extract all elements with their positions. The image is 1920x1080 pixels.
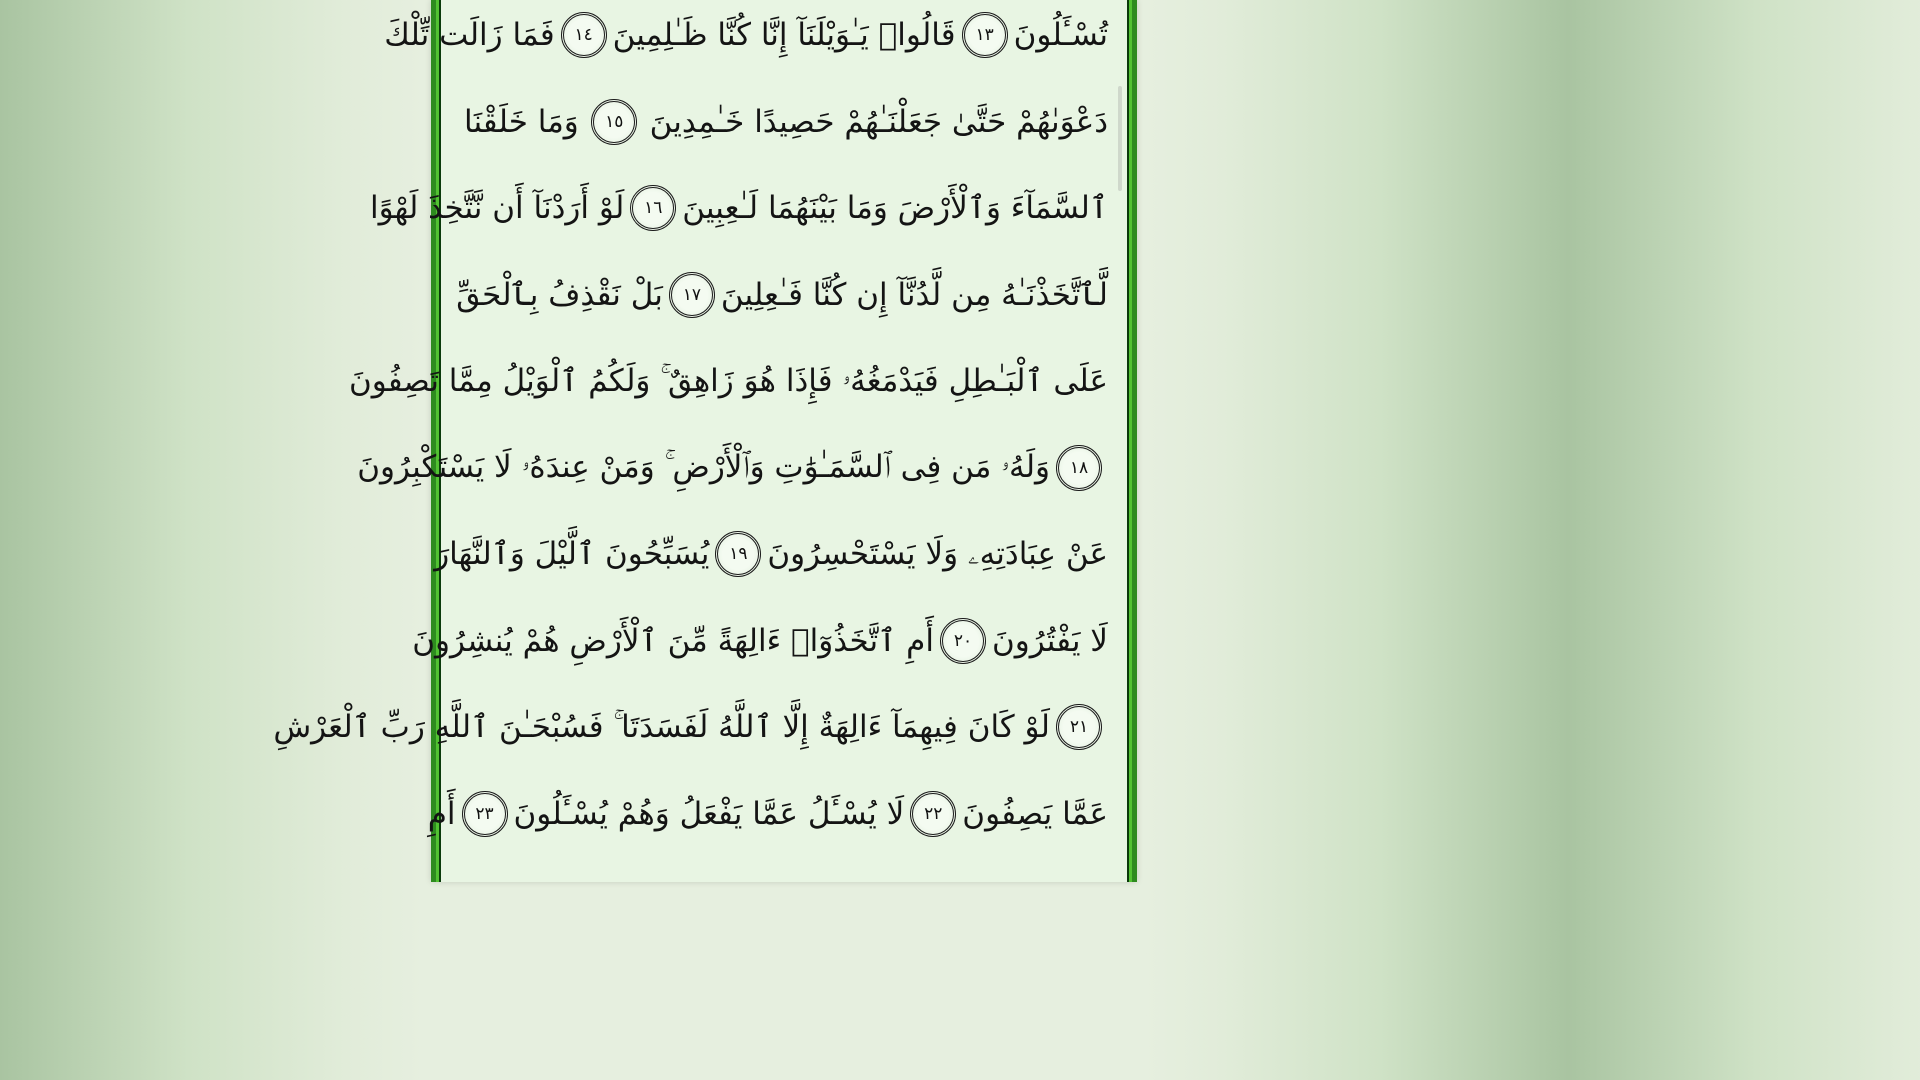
ayah-number-marker: ١٨: [1056, 445, 1102, 491]
verse-text: لَوْ كَانَ فِيهِمَآ ءَالِهَةٌ إِلَّا ٱللَّهُ لَفَسَدَتَا ۚ فَسُبْحَـٰنَ ٱللَّهِ رَبِّ ٱلْعَرْشِ: [273, 708, 1050, 745]
verse-text: قَالُوا۟ يَـٰوَيْلَنَآ إِنَّا كُنَّا ظَـٰلِمِينَ: [612, 17, 956, 54]
verse-line: [357, 425, 1108, 512]
verse-text: وَمَا خَلَقْنَا: [464, 103, 579, 140]
verse-text: لَا يَفْتُرُونَ: [991, 622, 1108, 659]
ayah-number-marker: ١٧: [669, 272, 715, 318]
verse-line: [412, 598, 1108, 685]
verse-text: عَلَى ٱلْبَـٰطِلِ فَيَدْمَغُهُۥ فَإِذَا هُوَ زَاهِقٌ ۚ وَلَكُمُ ٱلْوَيْلُ مِمَّا تَصِفُونَ: [348, 362, 1108, 399]
verse-text: لَّٱتَّخَذْنَـٰهُ مِن لَّدُنَّآ إِن كُنَّا فَـٰعِلِينَ: [720, 276, 1108, 313]
ayah-number-marker: ٢٠: [940, 618, 986, 664]
verse-text: لَا يُسْـَٔلُ عَمَّا يَفْعَلُ وَهُمْ يُسْـَٔلُونَ: [513, 795, 905, 832]
ayah-number-marker: ١٣: [962, 12, 1008, 58]
verse-text: وَلَهُۥ مَن فِى ٱلسَّمَـٰوَٰتِ وَٱلْأَرْضِ ۚ وَمَنْ عِندَهُۥ لَا يَسْتَكْبِرُونَ: [357, 449, 1050, 486]
verse-text: ٱلسَّمَآءَ وَٱلْأَرْضَ وَمَا بَيْنَهُمَا لَـٰعِبِينَ: [682, 190, 1108, 227]
verse-line: [464, 79, 1108, 166]
verse-text: أَمِ: [427, 795, 456, 832]
verse-text: عَنْ عِبَادَتِهِۦ وَلَا يَسْتَحْسِرُونَ: [767, 535, 1108, 572]
verse-line: [369, 165, 1108, 252]
verse-text: أَمِ ٱتَّخَذُوٓا۟ ءَالِهَةً مِّنَ ٱلْأَرْضِ هُمْ يُنشِرُونَ: [412, 622, 934, 659]
verse-line: [273, 684, 1108, 771]
verse-line: [456, 252, 1108, 339]
verse-line: [348, 338, 1108, 425]
verse-line: [434, 511, 1108, 598]
ayah-number-marker: ١٥: [591, 99, 637, 145]
ayah-number-marker: ٢١: [1056, 704, 1102, 750]
ayah-number-marker: ١٦: [630, 185, 676, 231]
ayah-number-marker: ٢٢: [910, 791, 956, 837]
verse-text: فَمَا زَالَت تِّلْكَ: [384, 17, 555, 54]
ayah-number-marker: ٢٣: [462, 791, 508, 837]
quran-page: [273, 0, 1137, 882]
verse-text: يُسَبِّحُونَ ٱلَّيْلَ وَٱلنَّهَارَ: [434, 536, 710, 573]
verse-text: لَوْ أَرَدْنَآ أَن نَّتَّخِذَ لَهْوًا: [369, 190, 625, 227]
verse-text: بَلْ نَقْذِفُ بِٱلْحَقِّ: [456, 276, 663, 313]
ayah-number-marker: ١٩: [715, 531, 761, 577]
scrollbar-thumb[interactable]: [1118, 86, 1122, 191]
verse-text: تُسْـَٔلُونَ: [1013, 17, 1108, 54]
verse-text: دَعْوَىٰهُمْ حَتَّىٰ جَعَلْنَـٰهُمْ حَصِيدًا خَـٰمِدِينَ: [649, 103, 1108, 140]
verse-lines: [273, 0, 1108, 857]
verse-text: عَمَّا يَصِفُونَ: [962, 795, 1108, 832]
verse-line: [427, 771, 1108, 858]
ayah-number-marker: ١٤: [561, 12, 607, 58]
verse-line: [384, 0, 1108, 79]
